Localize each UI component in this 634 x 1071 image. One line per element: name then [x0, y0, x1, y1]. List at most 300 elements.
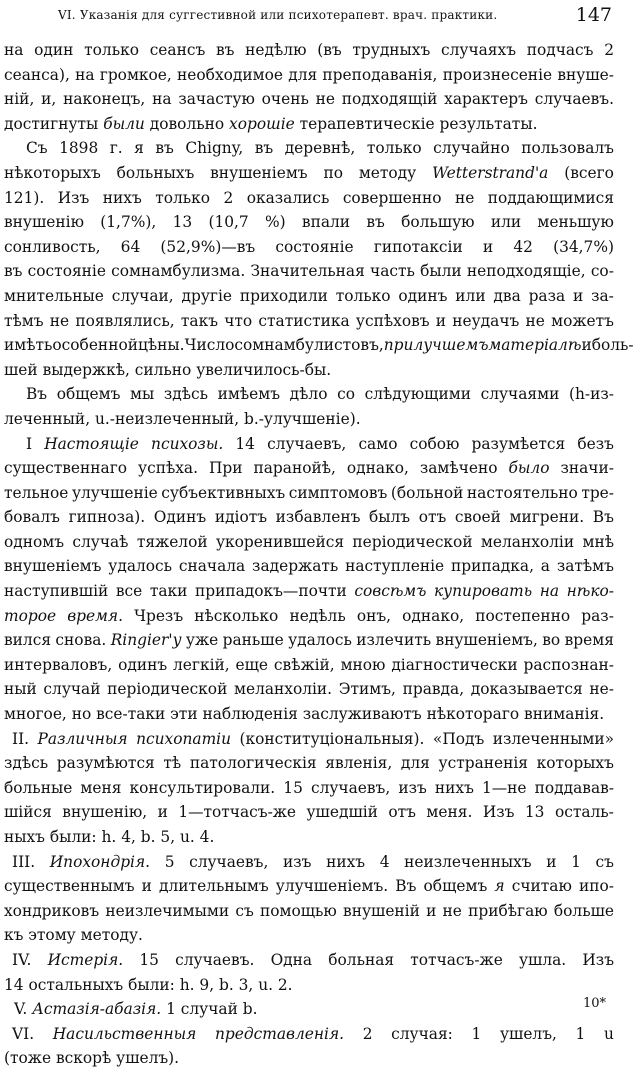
- word: тре-: [581, 483, 614, 502]
- word: не: [49, 311, 70, 330]
- text-run: V.: [14, 1000, 28, 1019]
- text-line: [4, 923, 614, 948]
- word: 5: [164, 852, 175, 871]
- word: случаяхъ: [441, 41, 516, 59]
- word: трудныхъ: [352, 41, 431, 59]
- word: оказались: [246, 188, 330, 207]
- word: укоренившейся: [215, 532, 345, 551]
- word: или: [490, 213, 522, 232]
- word: слѣдующими: [364, 385, 471, 404]
- text-line: [4, 948, 614, 973]
- word: Ипохондрія.: [49, 852, 151, 871]
- word: во: [542, 631, 561, 650]
- word: меня.: [426, 803, 473, 822]
- word: и: [573, 286, 584, 305]
- word: хондриковъ: [4, 901, 100, 920]
- word: настоятельно: [466, 483, 578, 502]
- word: г.: [109, 139, 123, 158]
- word: 1: [571, 852, 581, 871]
- word: характеръ: [444, 90, 528, 109]
- word: значи-: [560, 459, 614, 478]
- word: считаю: [511, 877, 572, 896]
- word: съ: [235, 901, 254, 920]
- word: только: [155, 188, 211, 207]
- word: одинъ: [398, 286, 448, 305]
- word: III.: [12, 852, 36, 871]
- word: само: [358, 434, 398, 453]
- word: дѣло: [289, 385, 328, 404]
- word: мигрени.: [509, 508, 585, 527]
- word: здѣсь: [163, 385, 209, 404]
- word: явленія,: [325, 754, 393, 773]
- word: и: [482, 237, 494, 256]
- text-line: [4, 186, 614, 211]
- word: время: [564, 631, 614, 650]
- word: случая:: [391, 1024, 453, 1043]
- text-line: [4, 87, 614, 112]
- word: боль-: [591, 336, 634, 355]
- word: наконецъ,: [63, 90, 146, 109]
- word: Съ: [26, 139, 48, 158]
- text-run: леченный, u.-неизлеченный, b.-улучшеніе).: [4, 409, 361, 428]
- word: состояніе: [275, 237, 354, 256]
- word: неизлеченныхъ: [404, 852, 532, 871]
- word: Одна: [270, 950, 313, 969]
- word: (10,7: [208, 213, 249, 232]
- word: психопатіи: [136, 729, 232, 748]
- word: Различныя: [37, 729, 128, 748]
- word: Насильственныя: [52, 1024, 197, 1043]
- word: торое: [4, 606, 57, 625]
- word: патологическія: [189, 754, 317, 773]
- word: тяжелой: [136, 532, 208, 551]
- text-line: [4, 505, 614, 530]
- text-line: [4, 456, 614, 481]
- word: одномъ: [4, 532, 65, 551]
- word: больные: [4, 778, 73, 797]
- word: я: [494, 877, 505, 896]
- word: Истерія.: [47, 950, 124, 969]
- word: со: [337, 385, 355, 404]
- word: діагностически: [391, 655, 518, 674]
- word: случаѣ: [72, 532, 129, 551]
- word: сеанса),: [4, 65, 70, 84]
- word: былъ: [369, 508, 411, 527]
- text-line: [4, 284, 614, 309]
- text-line: [4, 653, 614, 678]
- word: наступившій: [4, 582, 109, 601]
- word: нихъ: [326, 852, 366, 871]
- text-line: [4, 235, 614, 260]
- word: часть: [370, 262, 415, 281]
- word: ушла.: [518, 950, 567, 969]
- word: (34,7%): [553, 237, 614, 256]
- word: Въ: [26, 385, 48, 404]
- running-head: VI. Указанія для суггестивной или психотерапевт. врач. практики.: [58, 8, 498, 22]
- word: безъ: [577, 434, 614, 453]
- word: излеченными»: [492, 729, 614, 748]
- word: въ: [155, 139, 174, 158]
- word: нѣкоторыхъ: [4, 163, 101, 182]
- word: (больной: [390, 483, 464, 502]
- word: два: [493, 286, 521, 305]
- text-line: [4, 776, 614, 801]
- word: Чрезъ: [134, 606, 184, 625]
- word: (h-из-: [568, 385, 614, 404]
- word: еще: [235, 655, 269, 674]
- word: психозы.: [151, 434, 224, 453]
- word: отъ: [388, 803, 416, 822]
- word: %): [265, 213, 286, 232]
- word: припадка,: [451, 557, 534, 576]
- word: не: [525, 311, 545, 330]
- word: успѣха.: [138, 459, 198, 478]
- word: періодической: [352, 532, 473, 551]
- text-run: къ этому методу.: [4, 926, 143, 945]
- text-run: довольно: [149, 114, 225, 133]
- text-run: (тоже вскорѣ ушелъ).: [4, 1049, 180, 1068]
- word: (всего: [564, 163, 614, 182]
- word: деревнѣ,: [284, 139, 356, 158]
- word: онъ,: [356, 606, 392, 625]
- word: свѣжій,: [273, 655, 335, 674]
- word: доказывается: [470, 680, 583, 699]
- text-run: ныхъ были: h. 4, b. 5, u. 4.: [4, 828, 215, 846]
- word: 2: [604, 41, 614, 59]
- word: въ: [254, 139, 274, 158]
- word: (52,9%)—въ: [160, 237, 256, 256]
- word: Въ: [395, 877, 417, 896]
- word: «Подъ: [432, 729, 485, 748]
- word: случаевъ,: [189, 852, 269, 871]
- text-line: [4, 850, 614, 875]
- word: интерваловъ,: [4, 655, 113, 674]
- word: Въ: [592, 508, 614, 527]
- word: и: [141, 877, 152, 896]
- text-run: достигнуты: [4, 114, 99, 133]
- word: статистика: [258, 311, 350, 330]
- word: не: [442, 901, 462, 920]
- word: гипноза).: [68, 508, 146, 527]
- word: Этимъ,: [338, 680, 396, 699]
- word: и: [581, 336, 592, 355]
- word: вился: [4, 631, 52, 650]
- word: тотчасъ-же: [410, 950, 503, 969]
- word: один: [34, 41, 74, 59]
- word: улучшеніе: [71, 483, 158, 502]
- word: раза: [528, 286, 566, 305]
- word: и,: [41, 90, 57, 109]
- word: 42: [513, 237, 533, 256]
- word: 15: [283, 778, 303, 797]
- word: періодической: [107, 680, 228, 699]
- word: недѣлю: [245, 41, 307, 59]
- word: а: [540, 557, 550, 576]
- word: внушеніемъ: [4, 557, 102, 576]
- text-line: [4, 333, 634, 358]
- word: съ: [595, 852, 614, 871]
- word: неизлечимыми: [105, 901, 230, 920]
- word: осталь-: [554, 803, 614, 822]
- word: тѣ: [163, 754, 182, 773]
- signature-mark: 10*: [582, 996, 606, 1011]
- text-line: [4, 997, 614, 1022]
- word: необходимое: [177, 65, 283, 84]
- word: субъективныхъ: [161, 483, 286, 502]
- word: случаевъ,: [267, 434, 347, 453]
- word: сеансъ: [149, 41, 206, 59]
- word: матеріалѣ: [488, 336, 582, 355]
- word: устраненія: [438, 754, 529, 773]
- paragraph: [4, 850, 614, 948]
- word: приходили: [239, 286, 328, 305]
- word: Изъ: [57, 188, 90, 207]
- word: случайно: [433, 139, 510, 158]
- word: неудачъ: [452, 311, 520, 330]
- word: мнѣ: [582, 532, 614, 551]
- word: на: [152, 90, 172, 109]
- word: меланхоліи.: [233, 680, 333, 699]
- word: бовалъ: [4, 508, 60, 527]
- word: раньше: [222, 631, 284, 650]
- word: распознан-: [523, 655, 614, 674]
- body-text: [4, 38, 634, 1071]
- word: для: [288, 65, 318, 84]
- word: внушеніемъ: [210, 163, 308, 182]
- word: подчасъ: [526, 41, 594, 59]
- word: одинъ: [118, 655, 168, 674]
- text-run: многое, но все-таки эти наблюденія заслуживаютъ нѣкотораго вниманія.: [4, 705, 605, 724]
- paragraph: [4, 948, 614, 997]
- word: со-: [590, 262, 614, 281]
- paragraph: [4, 997, 614, 1022]
- word: недѣль: [289, 606, 346, 625]
- word: однако,: [402, 606, 465, 625]
- word: отъ: [418, 508, 447, 527]
- word: имѣемъ: [217, 385, 281, 404]
- word: цѣны.: [137, 336, 185, 355]
- word: случай: [43, 680, 101, 699]
- word: собою: [409, 434, 460, 453]
- text-run: 1 случай b.: [166, 1000, 258, 1019]
- text-line: [4, 358, 614, 383]
- text-line: [4, 604, 614, 629]
- word: задержать: [252, 557, 339, 576]
- word: 1—тотчасъ-же: [178, 803, 297, 822]
- word: ипо-: [578, 877, 614, 896]
- italic-text: хорошіе: [229, 114, 295, 133]
- word: гипотаксіи: [373, 237, 463, 256]
- word: 15: [139, 950, 159, 969]
- paragraph: [4, 727, 614, 850]
- word: не-: [589, 680, 614, 699]
- text-run: шей выдержкѣ, сильно увеличилось-бы.: [4, 360, 332, 379]
- word: больная: [328, 950, 395, 969]
- word: и: [435, 311, 447, 330]
- word: 1898: [59, 139, 99, 158]
- word: внуше-: [557, 65, 614, 84]
- word: 64: [120, 237, 141, 256]
- word: все: [115, 582, 143, 601]
- word: затѣмъ: [556, 557, 614, 576]
- word: меньшую: [537, 213, 614, 232]
- word: ній,: [4, 90, 35, 109]
- word: 121).: [4, 188, 45, 207]
- word: неподходящіе,: [466, 262, 586, 281]
- word: 4: [379, 852, 390, 871]
- word: раз-: [581, 606, 614, 625]
- word: разумѣются: [56, 754, 155, 773]
- word: пользовалъ: [521, 139, 614, 158]
- text-line: [4, 432, 614, 457]
- word: нихъ: [102, 188, 142, 207]
- text-line: [4, 407, 614, 432]
- word: преподаванія,: [322, 65, 438, 84]
- word: и: [546, 852, 557, 871]
- text-line: [4, 579, 614, 604]
- word: общемъ: [423, 877, 488, 896]
- word: на: [75, 65, 95, 84]
- text-line: [4, 309, 614, 334]
- word: консультировали.: [129, 778, 276, 797]
- paragraph: [4, 382, 614, 431]
- word: замѣчено: [419, 459, 498, 478]
- word: таки: [149, 582, 188, 601]
- word: Chigny,: [185, 139, 244, 158]
- word: мною: [340, 655, 386, 674]
- italic-text: Астазія-абазія.: [32, 1000, 162, 1019]
- word: подходящій: [341, 90, 438, 109]
- italic-text: были: [103, 114, 145, 133]
- text-line: [4, 136, 614, 161]
- word: удалось: [108, 557, 173, 576]
- word: Ringier'у: [110, 631, 182, 650]
- word: особенной: [52, 336, 138, 355]
- text-line: [4, 1046, 614, 1071]
- word: здѣсь: [4, 754, 49, 773]
- word: нѣсколько: [194, 606, 279, 625]
- word: 14: [235, 434, 255, 453]
- word: при: [383, 336, 414, 355]
- word: паранойѣ,: [253, 459, 336, 478]
- text-line: [4, 63, 614, 88]
- word: наступленіе: [345, 557, 445, 576]
- word: меланхоліи: [480, 532, 575, 551]
- word: длительнымъ: [159, 877, 269, 896]
- text-line: [4, 210, 614, 235]
- word: ушедшій: [306, 803, 378, 822]
- word: существеннаго: [4, 459, 128, 478]
- text-line: [4, 554, 614, 579]
- word: больныхъ: [116, 163, 195, 182]
- word: 1—не: [481, 778, 527, 797]
- page-header: [0, 4, 620, 30]
- word: мы: [130, 385, 155, 404]
- word: избавленъ: [275, 508, 361, 527]
- text-line: [4, 161, 614, 186]
- word: Wetterstrand'a: [432, 163, 549, 182]
- word: было: [508, 459, 550, 478]
- word: VI.: [12, 1024, 35, 1043]
- word: произнесеніе: [442, 65, 553, 84]
- word: больше: [553, 901, 614, 920]
- text-line: [4, 677, 614, 702]
- word: на: [4, 41, 24, 59]
- text-line: [4, 628, 614, 653]
- text-line: [4, 874, 614, 899]
- word: постепенно: [475, 606, 571, 625]
- text-line: [4, 751, 614, 776]
- word: Настоящіе: [44, 434, 139, 453]
- word: поддавав-: [534, 778, 614, 797]
- word: нихъ: [434, 778, 474, 797]
- word: ный: [4, 680, 37, 699]
- word: совершенно: [342, 188, 442, 207]
- word: купировать: [433, 582, 533, 601]
- word: (конституціональныя).: [239, 729, 425, 748]
- text-line: [4, 112, 614, 137]
- word: Число: [184, 336, 235, 355]
- word: При: [208, 459, 243, 478]
- word: сомнамбулистовъ,: [234, 336, 384, 355]
- word: внушенію: [4, 213, 84, 232]
- word: только: [84, 41, 139, 59]
- word: изъ: [283, 852, 312, 871]
- word: состояніе: [27, 262, 106, 281]
- word: 1: [471, 1024, 482, 1043]
- word: улучшеніемъ.: [275, 877, 389, 896]
- word: успѣховъ: [355, 311, 430, 330]
- word: по: [323, 163, 343, 182]
- word: представленія.: [215, 1024, 345, 1043]
- word: случаевъ.: [534, 90, 614, 109]
- text-line: [4, 727, 614, 752]
- word: сомнамбулизма.: [111, 262, 246, 281]
- word: легкій,: [173, 655, 230, 674]
- word: 2: [223, 188, 234, 207]
- page-number: 147: [575, 4, 612, 26]
- word: IV.: [12, 950, 32, 969]
- word: для: [400, 754, 430, 773]
- word: Изъ: [582, 950, 614, 969]
- word: снова.: [55, 631, 107, 650]
- word: въ: [215, 41, 235, 59]
- word: въ: [4, 262, 23, 281]
- word: на: [539, 582, 560, 601]
- word: и: [157, 803, 168, 822]
- word: очень: [261, 90, 309, 109]
- word: лучшемъ: [413, 336, 489, 355]
- word: или: [455, 286, 486, 305]
- text-line: [4, 382, 614, 407]
- word: внушенію,: [62, 803, 148, 822]
- word: были: [420, 262, 462, 281]
- word: не: [454, 188, 475, 207]
- word: помощью: [259, 901, 337, 920]
- word: поддающимися: [487, 188, 614, 207]
- word: уже: [185, 631, 219, 650]
- word: внушеній: [343, 901, 420, 920]
- word: такъ: [180, 311, 219, 330]
- word: симптомовъ: [288, 483, 388, 502]
- word: не: [315, 90, 335, 109]
- word: удалось: [288, 631, 352, 650]
- word: случаевъ,: [310, 778, 391, 797]
- word: методу: [358, 163, 417, 182]
- word: Изъ: [482, 803, 515, 822]
- text-run: терапевтическіе результаты.: [299, 114, 538, 133]
- word: впали: [301, 213, 351, 232]
